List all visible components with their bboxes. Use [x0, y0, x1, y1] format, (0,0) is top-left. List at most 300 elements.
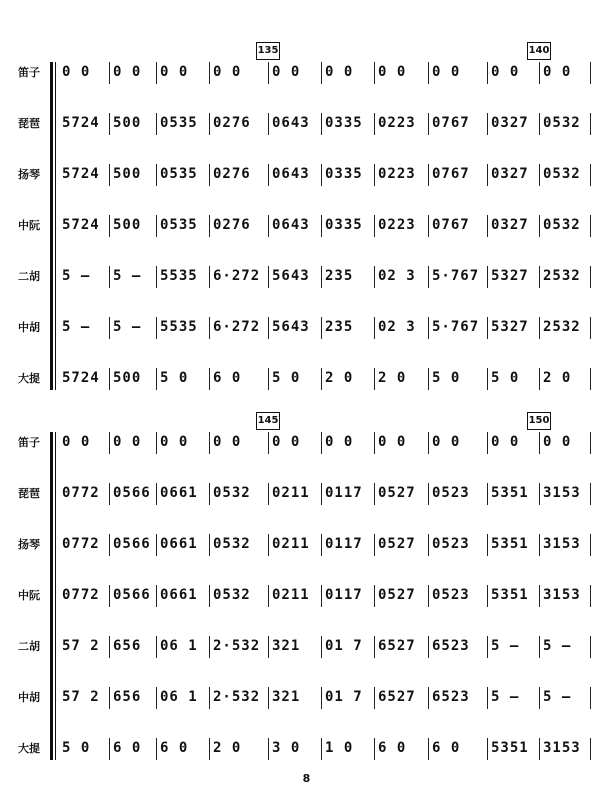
measure-notation: 235	[325, 268, 354, 284]
measure-notation: 5 –	[543, 638, 572, 654]
barline	[374, 317, 375, 339]
barline	[487, 164, 488, 186]
part-row	[0, 113, 613, 137]
part-row	[0, 317, 613, 341]
measure-notation: 0 0	[491, 64, 520, 80]
measure-notation: 0661	[160, 485, 198, 501]
barline	[539, 113, 540, 135]
barline	[590, 317, 591, 339]
barline	[156, 368, 157, 390]
barline	[487, 432, 488, 454]
measure-notation: 656	[113, 638, 142, 654]
barline	[487, 266, 488, 288]
barline	[590, 62, 591, 84]
barline	[268, 317, 269, 339]
measure-notation: 2532	[543, 319, 581, 335]
barline	[156, 687, 157, 709]
barline	[268, 215, 269, 237]
part-row	[0, 62, 613, 86]
barline	[209, 266, 210, 288]
part-row	[0, 164, 613, 188]
barline	[156, 534, 157, 556]
measure-notation: 5 –	[491, 638, 520, 654]
barline	[374, 534, 375, 556]
barline	[374, 738, 375, 760]
measure-notation: 0211	[272, 587, 310, 603]
measure-notation: 5724	[62, 115, 100, 131]
measure-notation: 0211	[272, 485, 310, 501]
measure-notation: 5535	[160, 268, 198, 284]
measure-notation: 0535	[160, 166, 198, 182]
instrument-label: 中阮	[18, 219, 40, 232]
barline	[109, 738, 110, 760]
barline	[428, 636, 429, 658]
barline	[428, 164, 429, 186]
measure-notation: 321	[272, 638, 301, 654]
measure-notation: 5351	[491, 587, 529, 603]
measure-notation: 0276	[213, 166, 251, 182]
measure-notation: 3153	[543, 536, 581, 552]
barline	[374, 62, 375, 84]
measure-notation: 0 0	[325, 434, 354, 450]
measure-notation: 0535	[160, 217, 198, 233]
barline	[209, 113, 210, 135]
barline	[156, 215, 157, 237]
barline	[109, 585, 110, 607]
measure-notation: 3153	[543, 485, 581, 501]
measure-notation: 0 0	[160, 64, 189, 80]
barline	[487, 317, 488, 339]
barline	[268, 113, 269, 135]
barline	[268, 266, 269, 288]
barline	[590, 164, 591, 186]
measure-notation: 0327	[491, 217, 529, 233]
barline	[268, 368, 269, 390]
barline	[321, 215, 322, 237]
instrument-label: 大提	[18, 742, 40, 755]
barline	[321, 266, 322, 288]
barline	[487, 585, 488, 607]
measure-notation: 3153	[543, 587, 581, 603]
instrument-label: 中阮	[18, 589, 40, 602]
barline	[487, 368, 488, 390]
measure-notation: 0527	[378, 587, 416, 603]
instrument-label: 笛子	[18, 436, 40, 449]
barline	[428, 113, 429, 135]
measure-notation: 0566	[113, 485, 151, 501]
measure-notation: 1 0	[325, 740, 354, 756]
measure-notation: 5 0	[160, 370, 189, 386]
measure-notation: 0276	[213, 217, 251, 233]
barline	[539, 432, 540, 454]
measure-notation: 0 0	[62, 64, 91, 80]
measure-notation: 0532	[213, 536, 251, 552]
measure-notation: 0 0	[272, 434, 301, 450]
instrument-label: 笛子	[18, 66, 40, 79]
barline	[590, 432, 591, 454]
measure-notation: 5724	[62, 370, 100, 386]
rehearsal-mark: 140	[527, 42, 551, 60]
instrument-label: 大提	[18, 372, 40, 385]
barline	[590, 636, 591, 658]
measure-notation: 5 –	[543, 689, 572, 705]
measure-notation: 2·532	[213, 638, 261, 654]
measure-notation: 5·767	[432, 268, 480, 284]
barline	[321, 317, 322, 339]
barline	[590, 585, 591, 607]
barline	[109, 432, 110, 454]
part-row	[0, 215, 613, 239]
barline	[590, 534, 591, 556]
measure-notation: 0117	[325, 485, 363, 501]
measure-notation: 3 0	[272, 740, 301, 756]
measure-notation: 0211	[272, 536, 310, 552]
measure-notation: 57 2	[62, 638, 100, 654]
instrument-label: 扬琴	[18, 538, 40, 551]
barline	[321, 534, 322, 556]
instrument-label: 二胡	[18, 640, 40, 653]
measure-notation: 0532	[543, 166, 581, 182]
part-row	[0, 636, 613, 660]
measure-notation: 6523	[432, 689, 470, 705]
measure-notation: 5·767	[432, 319, 480, 335]
barline	[209, 636, 210, 658]
barline	[539, 483, 540, 505]
barline	[590, 738, 591, 760]
barline	[428, 432, 429, 454]
barline	[428, 62, 429, 84]
measure-notation: 0566	[113, 587, 151, 603]
measure-notation: 6 0	[432, 740, 461, 756]
barline	[428, 368, 429, 390]
part-row	[0, 266, 613, 290]
barline	[428, 317, 429, 339]
barline	[268, 687, 269, 709]
measure-notation: 0 0	[491, 434, 520, 450]
measure-notation: 2·532	[213, 689, 261, 705]
barline	[109, 266, 110, 288]
barline	[321, 585, 322, 607]
barline	[156, 62, 157, 84]
measure-notation: 0527	[378, 485, 416, 501]
barline	[268, 62, 269, 84]
barline	[374, 164, 375, 186]
barline	[109, 317, 110, 339]
barline	[428, 215, 429, 237]
measure-notation: 0643	[272, 217, 310, 233]
measure-notation: 0535	[160, 115, 198, 131]
measure-notation: 5 0	[491, 370, 520, 386]
barline	[209, 534, 210, 556]
barline	[374, 215, 375, 237]
barline	[209, 483, 210, 505]
measure-notation: 500	[113, 166, 142, 182]
barline	[321, 636, 322, 658]
barline	[268, 636, 269, 658]
measure-notation: 2 0	[543, 370, 572, 386]
measure-notation: 0643	[272, 115, 310, 131]
barline	[590, 113, 591, 135]
rehearsal-mark: 135	[256, 42, 280, 60]
instrument-label: 扬琴	[18, 168, 40, 181]
measure-notation: 0772	[62, 536, 100, 552]
barline	[487, 636, 488, 658]
barline	[590, 266, 591, 288]
barline	[156, 266, 157, 288]
barline	[156, 483, 157, 505]
part-row	[0, 687, 613, 711]
barline	[590, 215, 591, 237]
barline	[428, 585, 429, 607]
barline	[539, 636, 540, 658]
barline	[590, 687, 591, 709]
measure-notation: 0223	[378, 217, 416, 233]
measure-notation: 500	[113, 370, 142, 386]
measure-notation: 5535	[160, 319, 198, 335]
barline	[487, 738, 488, 760]
measure-notation: 5 –	[62, 319, 91, 335]
measure-notation: 0327	[491, 115, 529, 131]
barline	[156, 113, 157, 135]
barline	[156, 164, 157, 186]
barline	[487, 215, 488, 237]
barline	[374, 585, 375, 607]
measure-notation: 0532	[543, 115, 581, 131]
measure-notation: 0767	[432, 115, 470, 131]
measure-notation: 6·272	[213, 268, 261, 284]
measure-notation: 0661	[160, 536, 198, 552]
measure-notation: 0117	[325, 587, 363, 603]
measure-notation: 656	[113, 689, 142, 705]
barline	[321, 62, 322, 84]
measure-notation: 0532	[213, 587, 251, 603]
barline	[268, 483, 269, 505]
measure-notation: 5724	[62, 166, 100, 182]
barline	[321, 687, 322, 709]
measure-notation: 0 0	[272, 64, 301, 80]
part-row	[0, 585, 613, 609]
measure-notation: 5 –	[113, 268, 142, 284]
measure-notation: 6·272	[213, 319, 261, 335]
barline	[539, 585, 540, 607]
barline	[209, 432, 210, 454]
measure-notation: 5 0	[62, 740, 91, 756]
barline	[268, 164, 269, 186]
barline	[428, 266, 429, 288]
score-system-1	[0, 40, 613, 390]
barline	[268, 585, 269, 607]
measure-notation: 5 –	[491, 689, 520, 705]
barline	[209, 368, 210, 390]
measure-notation: 6527	[378, 689, 416, 705]
barline	[374, 636, 375, 658]
barline	[539, 738, 540, 760]
barline	[156, 636, 157, 658]
barline	[156, 317, 157, 339]
barline	[209, 317, 210, 339]
measure-notation: 0 0	[432, 434, 461, 450]
barline	[539, 62, 540, 84]
barline	[374, 687, 375, 709]
measure-notation: 0 0	[213, 64, 242, 80]
barline	[268, 738, 269, 760]
rehearsal-mark: 150	[527, 412, 551, 430]
score-system-2	[0, 410, 613, 760]
barline	[109, 62, 110, 84]
measure-notation: 0523	[432, 587, 470, 603]
barline	[321, 368, 322, 390]
measure-notation: 6 0	[378, 740, 407, 756]
measure-notation: 2532	[543, 268, 581, 284]
measure-notation: 5327	[491, 319, 529, 335]
measure-notation: 0523	[432, 536, 470, 552]
part-row	[0, 368, 613, 392]
barline	[209, 215, 210, 237]
measure-notation: 2 0	[325, 370, 354, 386]
barline	[590, 368, 591, 390]
measure-notation: 5 –	[113, 319, 142, 335]
barline	[109, 215, 110, 237]
measure-notation: 06 1	[160, 689, 198, 705]
measure-notation: 6 0	[213, 370, 242, 386]
measure-notation: 0772	[62, 485, 100, 501]
barline	[109, 368, 110, 390]
measure-notation: 0335	[325, 166, 363, 182]
barline	[109, 483, 110, 505]
barline	[539, 687, 540, 709]
barline	[321, 738, 322, 760]
measure-notation: 0 0	[378, 434, 407, 450]
measure-notation: 0 0	[378, 64, 407, 80]
measure-notation: 0 0	[325, 64, 354, 80]
part-row	[0, 534, 613, 558]
part-row	[0, 483, 613, 507]
barline	[428, 534, 429, 556]
barline	[428, 483, 429, 505]
instrument-label: 琵琶	[18, 487, 40, 500]
barline	[539, 266, 540, 288]
measure-notation: 0 0	[62, 434, 91, 450]
barline	[374, 432, 375, 454]
measure-notation: 0767	[432, 217, 470, 233]
rehearsal-mark: 145	[256, 412, 280, 430]
measure-notation: 6 0	[113, 740, 142, 756]
measure-notation: 2 0	[213, 740, 242, 756]
barline	[487, 62, 488, 84]
measure-notation: 0 0	[113, 434, 142, 450]
measure-notation: 6523	[432, 638, 470, 654]
measure-notation: 5327	[491, 268, 529, 284]
measure-notation: 0772	[62, 587, 100, 603]
barline	[321, 483, 322, 505]
barline	[109, 164, 110, 186]
instrument-label: 二胡	[18, 270, 40, 283]
measure-notation: 500	[113, 115, 142, 131]
measure-notation: 5 0	[432, 370, 461, 386]
measure-notation: 02 3	[378, 319, 416, 335]
measure-notation: 321	[272, 689, 301, 705]
measure-notation: 0532	[543, 217, 581, 233]
measure-notation: 5351	[491, 740, 529, 756]
barline	[321, 432, 322, 454]
measure-notation: 500	[113, 217, 142, 233]
barline	[156, 738, 157, 760]
measure-notation: 0117	[325, 536, 363, 552]
measure-notation: 5351	[491, 536, 529, 552]
part-row	[0, 432, 613, 456]
measure-notation: 01 7	[325, 689, 363, 705]
barline	[539, 317, 540, 339]
measure-notation: 0523	[432, 485, 470, 501]
measure-notation: 0335	[325, 115, 363, 131]
measure-notation: 6 0	[160, 740, 189, 756]
measure-notation: 0767	[432, 166, 470, 182]
instrument-label: 琵琶	[18, 117, 40, 130]
measure-notation: 0527	[378, 536, 416, 552]
barline	[156, 585, 157, 607]
barline	[590, 483, 591, 505]
barline	[156, 432, 157, 454]
measure-notation: 0223	[378, 115, 416, 131]
measure-notation: 5 –	[62, 268, 91, 284]
barline	[209, 687, 210, 709]
measure-notation: 0 0	[213, 434, 242, 450]
measure-notation: 5643	[272, 268, 310, 284]
barline	[539, 368, 540, 390]
barline	[539, 164, 540, 186]
barline	[321, 113, 322, 135]
measure-notation: 0276	[213, 115, 251, 131]
measure-notation: 01 7	[325, 638, 363, 654]
measure-notation: 0 0	[543, 64, 572, 80]
barline	[374, 113, 375, 135]
barline	[487, 687, 488, 709]
barline	[109, 113, 110, 135]
measure-notation: 02 3	[378, 268, 416, 284]
barline	[268, 534, 269, 556]
measure-notation: 2 0	[378, 370, 407, 386]
measure-notation: 06 1	[160, 638, 198, 654]
barline	[428, 738, 429, 760]
barline	[374, 368, 375, 390]
barline	[487, 534, 488, 556]
barline	[374, 483, 375, 505]
barline	[109, 534, 110, 556]
barline	[209, 738, 210, 760]
barline	[209, 164, 210, 186]
instrument-label: 中胡	[18, 691, 40, 704]
measure-notation: 0 0	[113, 64, 142, 80]
measure-notation: 5643	[272, 319, 310, 335]
barline	[428, 687, 429, 709]
measure-notation: 0 0	[160, 434, 189, 450]
measure-notation: 0532	[213, 485, 251, 501]
page-number: 8	[302, 772, 311, 785]
barline	[539, 534, 540, 556]
barline	[539, 215, 540, 237]
measure-notation: 6527	[378, 638, 416, 654]
barline	[487, 483, 488, 505]
measure-notation: 5351	[491, 485, 529, 501]
measure-notation: 5 0	[272, 370, 301, 386]
measure-notation: 0327	[491, 166, 529, 182]
measure-notation: 0 0	[543, 434, 572, 450]
measure-notation: 0223	[378, 166, 416, 182]
barline	[268, 432, 269, 454]
measure-notation: 0661	[160, 587, 198, 603]
barline	[374, 266, 375, 288]
measure-notation: 57 2	[62, 689, 100, 705]
